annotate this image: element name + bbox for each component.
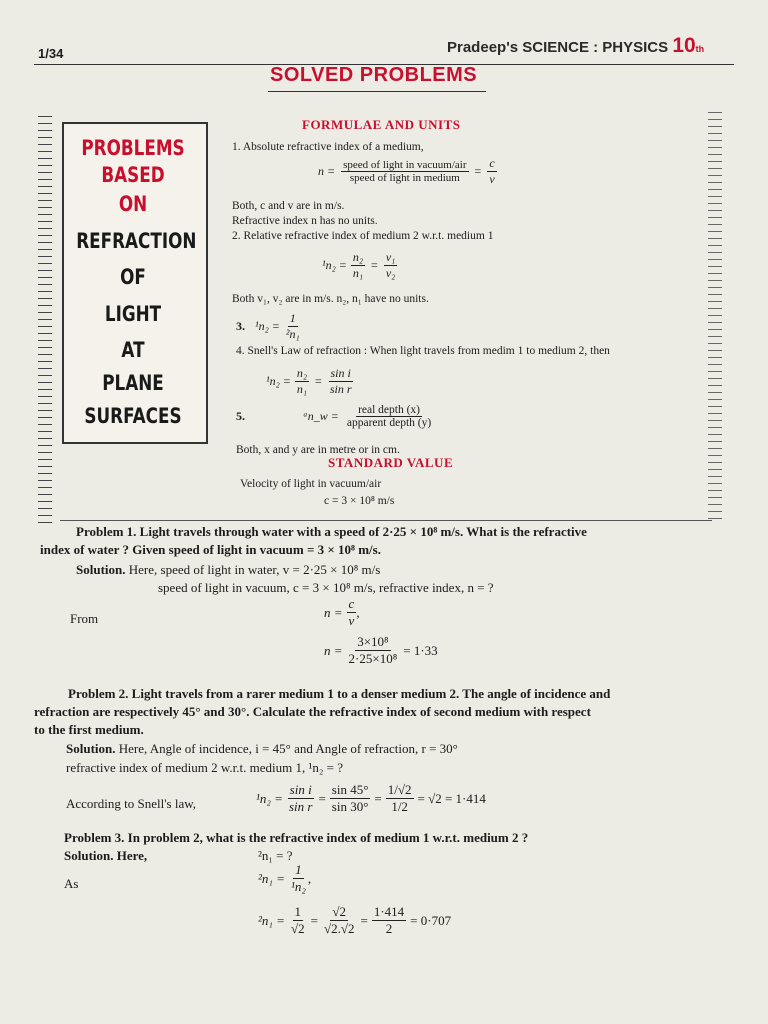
fraction [372,904,406,937]
fraction [322,904,357,937]
numerator: c [348,596,355,611]
solution-label: Solution. [76,562,126,577]
numerator: 1 [295,862,302,877]
right-decorative-bar [708,108,722,520]
problem-2-solution: refractive index of medium 2 w.r.t. medium 1, ¹n₂ = ? [66,760,344,775]
eq-lhs: ²n₁ = [258,870,285,886]
formula-4-lhs: ¹n₂ = [266,374,291,388]
problem-3-question: Problem 3. In problem 2, what is the refractive index of medium 1 w.r.t. medium 2 ? [64,830,529,845]
equals: = [371,258,378,272]
denominator: 2 [385,921,393,936]
formula-5-label: 5. [236,409,245,423]
equals: = [315,374,322,388]
eq-result: = 0·707 [410,912,452,928]
fraction [347,634,400,667]
formulae-heading: FORMULAE AND UNITS [302,117,461,132]
formula-3-lhs: ¹n₂ = [255,319,280,333]
problem-3-equation [258,862,311,895]
problem-3-unknown: ²n₁ = ? [258,848,293,863]
panel-word: REFRACTION [76,229,197,253]
section-title-underline [268,91,486,92]
denominator: sin r [288,799,313,814]
fraction [295,366,309,397]
formula-1-note: Refractive index n has no units. [232,215,378,227]
problem-2-question: Problem 2. Light travels from a rarer medium 1 to a denser medium 2. The angle of incidence and [68,686,611,701]
panel-word: OF [120,265,146,289]
series-suffix: th [695,44,705,54]
equals: = [474,164,482,178]
numerator: c [489,156,495,170]
fraction [347,596,360,629]
problem-1-question: Problem 1. Light travels through water with a speed of 2·25 × 10⁸ m/s. What is the refractive [76,524,587,539]
panel-word: BASED [101,163,165,187]
problem-1-question: index of water ? Given speed of light in vacuum = 3 × 10⁸ m/s. [40,542,381,557]
fraction [330,782,371,815]
solution-text: Here, speed of light in water, v = 2·25 × 10⁸ m/s [125,562,381,577]
fraction [351,250,365,281]
snell-label: According to Snell's law, [66,796,197,811]
standard-value-heading: STANDARD VALUE [328,455,454,470]
solution-text: Here, Angle of incidence, i = 45° and Angle of refraction, r = 30° [115,741,458,756]
problem-2-question: refraction are respectively 45° and 30°. Calculate the refractive index of second medium with respect [34,704,591,719]
standard-value-line: Velocity of light in vacuum/air [240,478,382,490]
formula-2-note: Both v₁, v₂ are in m/s. n₂, n₁ have no units. [232,293,429,305]
eq-lhs: n = [324,604,343,620]
fraction [287,782,314,815]
numerator: n₂ [296,366,308,380]
formula-3-label: 3. [236,319,245,333]
eq-lhs: n = [324,642,343,658]
denominator: 2·25×10⁸ [348,651,398,666]
numerator: speed of light in vacuum/air [343,159,467,171]
solution-label: Solution. Here, [64,848,148,863]
denominator: v [348,613,355,628]
series-class: 10 [672,34,696,57]
denominator: sin r [329,382,352,396]
formula-1-note: Both, c and v are in m/s. [232,200,345,212]
fraction [284,311,302,342]
numerator: 1·414 [373,904,405,919]
eq-result: = 1·33 [403,642,438,658]
numerator: 1 [289,311,296,325]
panel-word: PLANE [102,371,164,395]
left-decorative-bar [38,112,52,528]
equals: = [360,912,368,928]
denominator: apparent depth (y) [346,417,432,429]
fraction [384,250,398,281]
series-title [447,34,704,58]
problem-1-solution: speed of light in vacuum, c = 3 × 10⁸ m/s, refractive index, n = ? [158,580,494,595]
formula-2 [322,250,397,281]
formula-1-lhs: n = [318,164,336,178]
problem-1-result [324,634,438,667]
formula-5-note: Both, x and y are in metre or in cm. [236,444,400,456]
eq-lhs: ¹n₂ = [256,790,283,806]
numerator: sin 45° [331,782,369,797]
as-label: As [64,876,79,891]
panel-word: AT [121,338,145,362]
numerator: 1 [294,904,302,919]
panel-word: PROBLEMS [81,136,185,160]
problem-2-solution [66,741,458,757]
formula-5-lhs: ᵃn_w = [303,409,339,423]
fraction [341,159,468,184]
formula-3 [236,311,302,342]
denominator: √2.√2 [323,921,355,936]
formula-5 [236,404,433,429]
standard-value-line: c = 3 × 10⁸ m/s [324,495,395,507]
eq-tail: , [356,604,360,620]
problem-1-solution [76,562,380,578]
denominator: 1/2 [391,799,408,814]
problem-3-result [258,904,451,937]
formula-4-label: 4. Snell's Law of refraction : When light travels from medim 1 to medium 2, then [236,345,610,357]
problem-2-equation [256,782,486,815]
denominator: ¹n₂ [290,879,306,894]
numerator: sin i [330,366,351,380]
from-label: From [70,611,99,626]
section-title: SOLVED PROBLEMS [270,64,478,86]
page-number: 1/34 [38,46,64,61]
denominator: v [489,172,495,186]
denominator: v₂ [385,266,396,280]
problem-1-equation [324,596,360,629]
panel-word: LIGHT [104,302,162,326]
fraction [289,862,308,895]
equals: = [374,790,382,806]
numerator: sin i [289,782,312,797]
panel-word: ON [118,192,148,216]
formula-1 [318,156,497,187]
formula-4 [266,366,354,397]
formula-2-lhs: ¹n₂ = [322,258,347,272]
equals: = [310,912,318,928]
numerator: n₂ [352,250,364,264]
fraction [487,156,496,187]
denominator: sin 30° [331,799,369,814]
eq-tail: , [307,870,312,886]
formula-1-label: 1. Absolute refractive index of a medium, [232,141,424,153]
eq-result: = √2 = 1·414 [417,790,486,806]
fraction [328,366,354,397]
numerator: real depth (x) [358,404,421,416]
numerator: 1/√2 [387,782,412,797]
denominator: ²n₁ [285,327,300,341]
series-prefix: Pradeep's SCIENCE : PHYSICS [447,39,669,56]
numerator: 3×10⁸ [357,634,389,649]
denominator: n₁ [296,382,308,396]
fraction [386,782,414,815]
formula-box-bottom-rule [60,520,712,521]
denominator: n₁ [352,266,364,280]
equals: = [318,790,326,806]
numerator: √2 [332,904,347,919]
fraction [345,404,433,429]
denominator: √2 [290,921,305,936]
problem-2-question: to the first medium. [34,722,144,737]
panel-word: SURFACES [84,404,182,428]
fraction [289,904,307,937]
numerator: v₁ [385,250,396,264]
denominator: speed of light in medium [349,172,460,184]
eq-lhs: ²n₁ = [258,912,285,928]
formula-2-label: 2. Relative refractive index of medium 2 w.r.t. medium 1 [232,230,494,242]
solution-label: Solution. [66,741,116,756]
